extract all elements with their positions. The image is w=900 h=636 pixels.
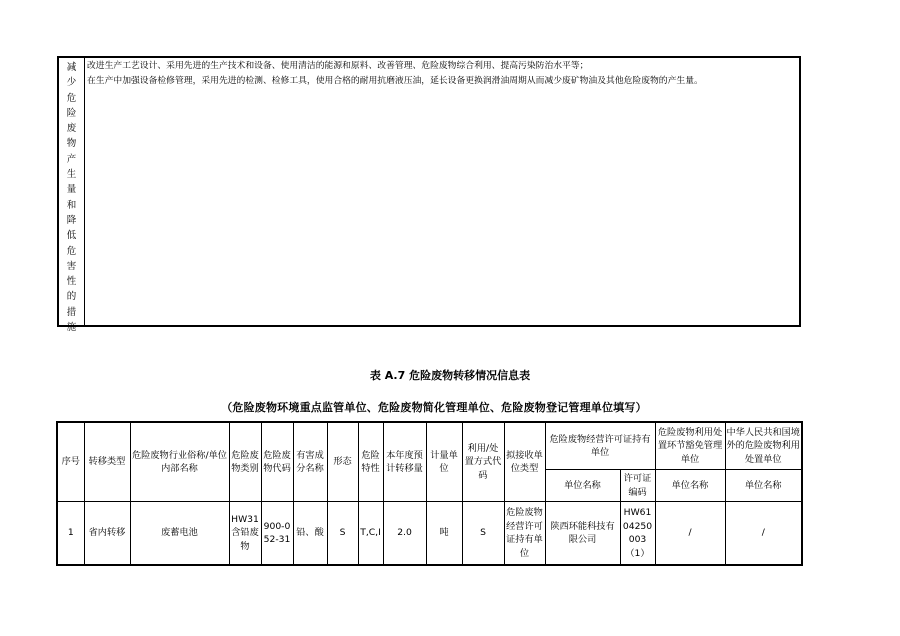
measures-label-char: 措 <box>66 306 77 318</box>
header-foreign-name: 单位名称 <box>725 470 802 502</box>
header-components: 有害成分名称 <box>293 422 327 502</box>
measures-label-char: 产 <box>66 153 77 165</box>
cell-method: S <box>462 502 504 566</box>
header-form: 形态 <box>327 422 358 502</box>
cell-foreign-name: / <box>725 502 802 566</box>
measures-label-char: 少 <box>66 77 77 89</box>
header-licensed-code: 许可证编码 <box>620 470 655 502</box>
cell-hazard: T,C,I <box>358 502 383 566</box>
measures-label-char: 低 <box>66 230 77 242</box>
cell-waste-name: 废蓄电池 <box>130 502 229 566</box>
cell-licensed-code: HW6104250003（1） <box>620 502 655 566</box>
header-transfer-type: 转移类型 <box>84 422 130 502</box>
measures-label-char: 性 <box>66 276 77 288</box>
measures-label-char: 物 <box>66 138 77 150</box>
cell-annual-amount: 2.0 <box>383 502 426 566</box>
cell-form: S <box>327 502 358 566</box>
measures-label-char: 危 <box>66 92 77 104</box>
table-row <box>57 502 802 566</box>
table-subtitle: （危险废物环境重点监管单位、危险废物简化管理单位、危险废物登记管理单位填写） <box>221 401 647 414</box>
header-category: 危险废物类别 <box>229 422 261 502</box>
cell-transfer-type: 省内转移 <box>84 502 130 566</box>
measures-label-char: 量 <box>66 184 77 196</box>
header-waste-name: 危险废物行业俗称/单位内部名称 <box>130 422 229 502</box>
header-code: 危险废物代码 <box>261 422 293 502</box>
measures-label-char: 降 <box>66 214 77 226</box>
hazardous-waste-transfer-table <box>56 421 803 566</box>
measures-label-char: 危 <box>66 245 77 257</box>
cell-category: HW31含铅废物 <box>229 502 261 566</box>
cell-unit: 吨 <box>426 502 462 566</box>
measures-label <box>59 58 85 334</box>
measures-label-char: 和 <box>66 199 77 211</box>
table-title: 表 A.7 危险废物转移情况信息表 <box>369 369 531 382</box>
header-receiver-type: 拟接收单位类型 <box>504 422 545 502</box>
cell-exempt-name: / <box>655 502 725 566</box>
header-seq: 序号 <box>57 422 84 502</box>
cell-code: 900-052-31 <box>261 502 293 566</box>
measures-label-char: 险 <box>66 107 77 119</box>
header-method: 利用/处置方式代码 <box>462 422 504 502</box>
cell-receiver-type: 危险废物经营许可证持有单位 <box>504 502 545 566</box>
header-exempt-name: 单位名称 <box>655 470 725 502</box>
measures-label-char: 减 <box>66 62 77 73</box>
header-annual-amount: 本年度预计转移量 <box>383 422 426 502</box>
measures-content <box>85 58 799 325</box>
header-unit: 计量单位 <box>426 422 462 502</box>
header-licensed-name: 单位名称 <box>545 470 620 502</box>
header-licensed-holder: 危险废物经营许可证持有单位 <box>545 422 655 470</box>
header-exempt-unit: 危险废物利用处置环节豁免管理单位 <box>655 422 725 470</box>
cell-licensed-name: 陕西环能科技有限公司 <box>545 502 620 566</box>
measures-label-char: 的 <box>66 291 77 303</box>
measures-label-char: 废 <box>66 123 77 135</box>
measures-label-char: 害 <box>66 260 77 272</box>
cell-components: 铅、酸 <box>293 502 327 566</box>
cell-seq: 1 <box>57 502 84 566</box>
header-hazard: 危险特性 <box>358 422 383 502</box>
measure-line-1: 改进生产工艺设计、采用先进的生产技术和设备、使用清洁的能源和原料、改善管理、危险废物综合利用、提高污染防治水平等； <box>87 61 589 71</box>
measures-label-char: 施 <box>66 322 77 334</box>
measure-line-2: 在生产中加强设备检修管理，采用先进的检测、检修工具，使用合格的耐用抗磨液压油，延长设备更换润滑油周期从而减少废矿物油及其他危险废物的产生量。 <box>87 76 703 86</box>
header-foreign-unit: 中华人民共和国境外的危险废物利用处置单位 <box>725 422 802 470</box>
waste-reduction-measures-table <box>57 56 801 334</box>
measures-label-char: 生 <box>66 169 77 181</box>
